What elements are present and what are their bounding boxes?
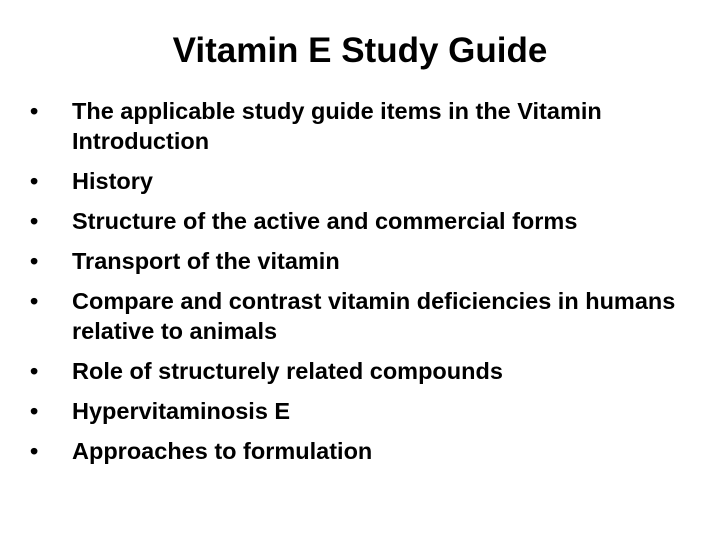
bullet-text: The applicable study guide items in the Vitamin Introduction <box>72 98 602 154</box>
list-item <box>28 96 708 156</box>
list-item <box>28 356 708 386</box>
bullet-icon: • <box>30 248 39 274</box>
bullet-icon: • <box>30 398 39 424</box>
bullet-icon: • <box>30 438 39 464</box>
list-item <box>28 436 708 466</box>
list-item <box>28 166 708 196</box>
list-item <box>28 206 708 236</box>
bullet-text: Hypervitaminosis E <box>72 398 291 424</box>
bullet-text: Approaches to formulation <box>72 438 373 464</box>
list-item <box>28 286 708 346</box>
bullet-text: Transport of the vitamin <box>72 248 340 274</box>
list-item <box>28 396 708 426</box>
bullet-icon: • <box>30 288 39 314</box>
bullet-text: Structure of the active and commercial forms <box>72 208 578 234</box>
bullet-icon: • <box>30 168 39 194</box>
slide-title: Vitamin E Study Guide <box>172 31 548 70</box>
bullet-list <box>28 96 708 476</box>
bullet-icon: • <box>30 208 39 234</box>
list-item <box>28 246 708 276</box>
bullet-text: Compare and contrast vitamin deficiencies in humans relative to animals <box>72 288 676 344</box>
bullet-text: History <box>72 168 153 194</box>
bullet-text: Role of structurely related compounds <box>72 358 503 384</box>
bullet-icon: • <box>30 358 39 384</box>
bullet-icon: • <box>30 98 39 124</box>
